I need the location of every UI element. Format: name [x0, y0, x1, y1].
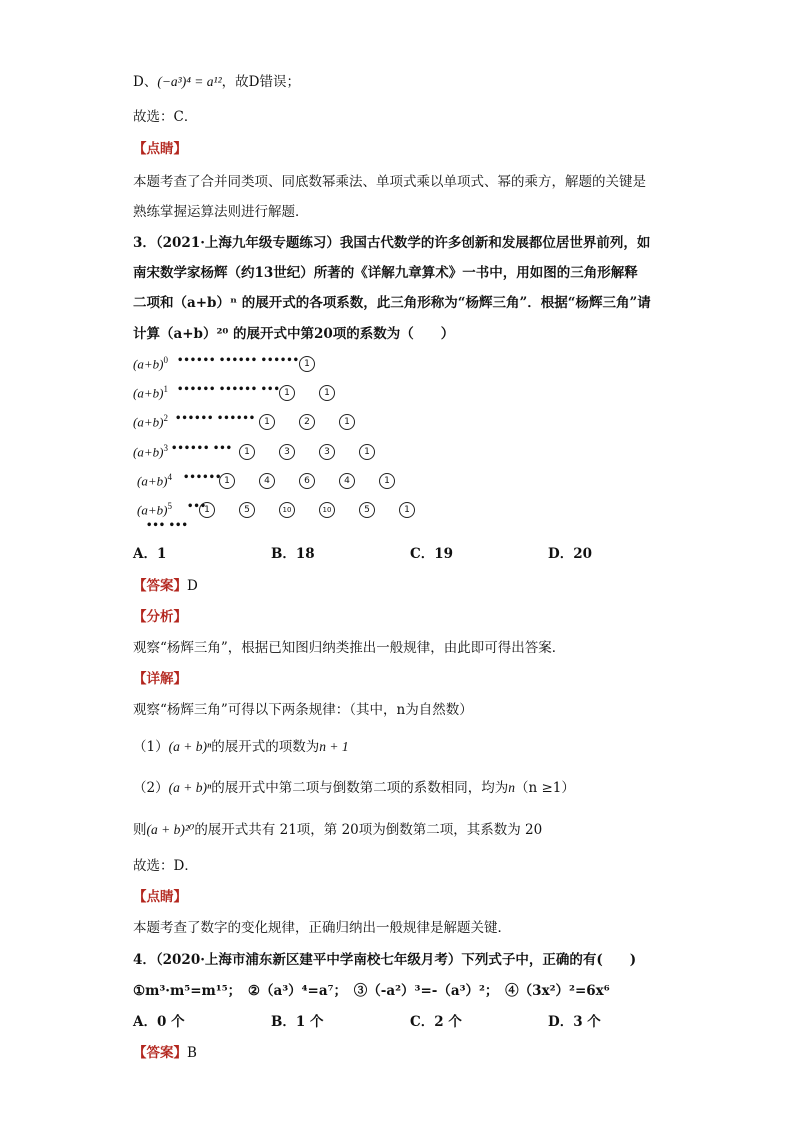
answer-heading: 【答案】 [133, 578, 187, 594]
q3-option-b: B．18 [271, 546, 315, 562]
q3-dianjing-heading: 【点睛】 [133, 889, 187, 905]
q4-option-d: D．3 个 [548, 1014, 601, 1030]
triangle-row-exponent: 2 [163, 413, 168, 423]
triangle-row-dots: •••••• ••• [171, 443, 233, 454]
rule-1-math: (a + b)ⁿ [168, 739, 212, 754]
triangle-row-exponent: 5 [167, 501, 172, 511]
option-d-prefix: D、 [133, 74, 158, 90]
triangle-coefficient: 1 [319, 385, 335, 401]
triangle-row-dots: •••••• •••••• ••• [177, 384, 280, 395]
q3-stem-3: 二项和（a+b）ⁿ 的展开式的各项系数，此三角形称为“杨辉三角”．根据“杨辉三角”请 [133, 295, 651, 311]
q3-answer-line [133, 576, 198, 596]
q4-answer-line [133, 1043, 197, 1063]
triangle-row-label [133, 443, 168, 460]
q3-dianjing-text: 本题考查了数字的变化规律，正确归纳出一般规律是解题关键． [133, 920, 511, 936]
triangle-row-label [133, 355, 168, 372]
triangle-row-exponent: 1 [163, 384, 168, 394]
triangle-coefficient: 6 [299, 473, 315, 489]
answer-value: D [187, 578, 198, 594]
dianjing-text-2: 熟练掌握运算法则进行解题． [133, 204, 309, 220]
triangle-coefficient: 1 [279, 385, 295, 401]
triangle-trailing-dots: ••• ••• [146, 520, 188, 531]
triangle-row-dots: •••••• •••••• [175, 413, 256, 424]
option-d-math: (−a³)⁴ = a¹² [157, 74, 222, 89]
triangle-row [133, 443, 533, 467]
triangle-coefficient: 1 [359, 444, 375, 460]
q3-stem-2: 南宋数学家杨辉（约13世纪）所著的《详解九章算术》一书中，用如图的三角形解释 [133, 265, 638, 281]
xiangjie-text-1: 观察“杨辉三角”可得以下两条规律：（其中，n为自然数） [133, 702, 473, 718]
triangle-row-base: (a+b) [133, 444, 164, 460]
triangle-row-exponent: 3 [163, 443, 168, 453]
triangle-row [137, 501, 537, 525]
rule-2-condition: （n ≥1） [514, 780, 575, 796]
triangle-coefficient: 1 [259, 414, 275, 430]
rule-2-math: (a + b)ⁿ [168, 780, 212, 795]
rule-2-prefix: （2） [133, 780, 169, 796]
triangle-coefficient: 10 [279, 502, 295, 518]
triangle-coefficient: 10 [319, 502, 335, 518]
q4-option-a: A．0 个 [133, 1014, 185, 1030]
choice-line-c: 故选：C． [133, 109, 198, 125]
q4-option-b: B．1 个 [271, 1014, 324, 1030]
triangle-coefficient: 1 [379, 473, 395, 489]
triangle-row [133, 384, 533, 408]
triangle-coefficient: 2 [299, 414, 315, 430]
triangle-coefficient: 3 [319, 444, 335, 460]
triangle-row-label [133, 384, 168, 401]
triangle-coefficient: 1 [299, 356, 315, 372]
dianjing-text-1: 本题考查了合并同类项、同底数幂乘法、单项式乘以单项式、幂的乘方，解题的关键是 [133, 174, 646, 190]
rule-2-line [133, 778, 575, 798]
triangle-row-base: (a+b) [133, 414, 164, 430]
triangle-coefficient: 3 [279, 444, 295, 460]
choice-line-d: 故选：D． [133, 858, 198, 874]
q3-stem-1: 3．（2021·上海九年级专题练习）我国古代数学的许多创新和发展都位居世界前列，如 [133, 235, 651, 251]
q4-option-c: C．2 个 [410, 1014, 462, 1030]
triangle-row-base: (a+b) [137, 502, 168, 518]
q3-option-a: A．1 [133, 546, 167, 562]
triangle-coefficient: 1 [199, 502, 215, 518]
triangle-row [133, 355, 533, 379]
triangle-row-base: (a+b) [137, 473, 168, 489]
rule-1-line [133, 737, 349, 757]
conclusion-math: (a + b)²⁰ [146, 822, 195, 837]
triangle-row-dots: ••• [187, 501, 207, 512]
conclusion-line [133, 820, 542, 840]
q3-option-c: C．19 [410, 546, 454, 562]
triangle-row-exponent: 4 [167, 472, 172, 482]
triangle-coefficient: 5 [359, 502, 375, 518]
triangle-coefficient: 5 [239, 502, 255, 518]
triangle-row-dots: •••••• •••••• •••••• [177, 355, 300, 366]
rule-1-math2: n + 1 [319, 739, 349, 754]
q4-expressions: ①m³·m⁵=m¹⁵； ②（a³）⁴=a⁷； ③（-a²）³=-（a³）²； ④（3x²）²=6x⁶ [133, 983, 610, 999]
rule-2-text: 的展开式中第二项与倒数第二项的系数相同，均为 [211, 780, 509, 796]
triangle-coefficient: 4 [259, 473, 275, 489]
triangle-row-dots: •••••• [183, 472, 222, 483]
triangle-row-base: (a+b) [133, 356, 164, 372]
conclusion-text: 的展开式共有 21项，第 20项为倒数第二项，其系数为 20 [194, 822, 543, 838]
rule-1-text: 的展开式的项数为 [211, 739, 320, 755]
option-d-line [133, 72, 300, 92]
xiangjie-heading: 【详解】 [133, 671, 187, 687]
triangle-coefficient: 1 [219, 473, 235, 489]
option-d-suffix: ，故D错误； [221, 74, 300, 90]
q3-option-d: D．20 [548, 546, 592, 562]
triangle-coefficient: 1 [399, 502, 415, 518]
triangle-coefficient: 1 [239, 444, 255, 460]
q4-stem: 4．（2020·上海市浦东新区建平中学南校七年级月考）下列式子中，正确的有( ) [133, 952, 637, 968]
q4-answer-heading: 【答案】 [133, 1045, 187, 1061]
triangle-row-label [137, 472, 172, 489]
triangle-coefficient: 1 [339, 414, 355, 430]
fenxi-heading: 【分析】 [133, 609, 187, 625]
conclusion-prefix: 则 [133, 822, 147, 838]
triangle-row [137, 472, 537, 496]
triangle-row-label [133, 413, 168, 430]
fenxi-text: 观察“杨辉三角”，根据已知图归纳类推出一般规律，由此即可得出答案． [133, 640, 566, 656]
triangle-row [133, 413, 533, 437]
dianjing-heading: 【点睛】 [133, 141, 187, 157]
q3-stem-4: 计算（a+b）²⁰ 的展开式中第20项的系数为（ ） [133, 326, 455, 342]
rule-1-prefix: （1） [133, 739, 169, 755]
triangle-row-exponent: 0 [163, 355, 168, 365]
rule-2-math2: n [508, 780, 515, 795]
q4-answer-value: B [187, 1045, 197, 1061]
triangle-row-label [137, 501, 172, 518]
triangle-row-base: (a+b) [133, 385, 164, 401]
triangle-coefficient: 4 [339, 473, 355, 489]
